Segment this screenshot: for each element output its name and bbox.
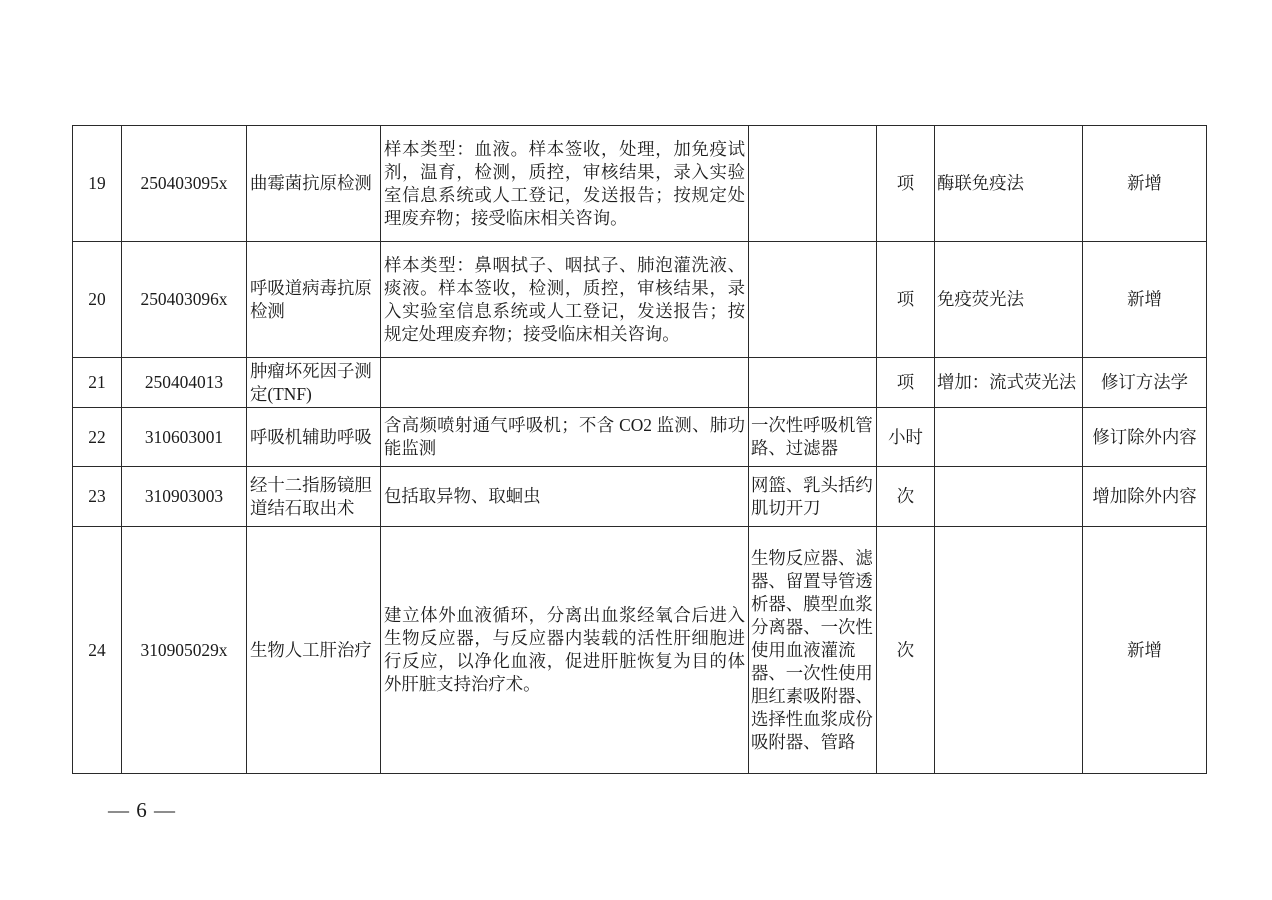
except-content-cell [749,242,877,358]
except-content-cell: 网篮、乳头括约肌切开刀 [749,467,877,527]
item-name-cell: 呼吸机辅助呼吸 [247,408,381,467]
unit-cell: 项 [877,358,935,408]
item-name-cell: 曲霉菌抗原检测 [247,126,381,242]
row-number-cell: 20 [73,242,122,358]
table-row [73,126,1207,242]
unit-cell: 次 [877,467,935,527]
remark-cell: 新增 [1083,527,1207,774]
fee-items-table [72,125,1207,774]
method-cell: 酶联免疫法 [935,126,1083,242]
remark-cell: 新增 [1083,126,1207,242]
item-code-cell: 250404013 [122,358,247,408]
method-cell: 增加：流式荧光法 [935,358,1083,408]
item-code-cell: 310905029x [122,527,247,774]
item-content-cell: 包括取异物、取蛔虫 [381,467,749,527]
item-code-cell: 250403096x [122,242,247,358]
table-row [73,242,1207,358]
item-code-cell: 310903003 [122,467,247,527]
remark-cell: 修订方法学 [1083,358,1207,408]
item-content-cell: 样本类型：鼻咽拭子、咽拭子、肺泡灌洗液、痰液。样本签收，检测，质控，审核结果，录入实验室信息系统或人工登记，发送报告；按规定处理废弃物；接受临床相关咨询。 [381,242,749,358]
except-content-cell [749,126,877,242]
row-number-cell: 21 [73,358,122,408]
row-number-cell: 19 [73,126,122,242]
item-content-cell: 建立体外血液循环，分离出血浆经氧合后进入生物反应器，与反应器内装载的活性肝细胞进行反应，以净化血液，促进肝脏恢复为目的体外肝脏支持治疗术。 [381,527,749,774]
method-cell [935,467,1083,527]
unit-cell: 项 [877,242,935,358]
item-code-cell: 310603001 [122,408,247,467]
row-number-cell: 23 [73,467,122,527]
except-content-cell: 生物反应器、滤器、留置导管透析器、膜型血浆分离器、一次性使用血液灌流器、一次性使用胆红素吸附器、选择性血浆成份吸附器、管路 [749,527,877,774]
unit-cell: 项 [877,126,935,242]
method-cell: 免疫荧光法 [935,242,1083,358]
method-cell [935,408,1083,467]
item-content-cell: 样本类型：血液。样本签收，处理，加免疫试剂，温育，检测，质控，审核结果，录入实验室信息系统或人工登记，发送报告；按规定处理废弃物；接受临床相关咨询。 [381,126,749,242]
method-cell [935,527,1083,774]
item-code-cell: 250403095x [122,126,247,242]
page-number: — 6 — [108,798,176,822]
row-number-cell: 24 [73,527,122,774]
table-row [73,467,1207,527]
item-name-cell: 呼吸道病毒抗原检测 [247,242,381,358]
item-name-cell: 肿瘤坏死因子测定(TNF) [247,358,381,408]
table-row [73,527,1207,774]
remark-cell: 新增 [1083,242,1207,358]
item-name-cell: 经十二指肠镜胆道结石取出术 [247,467,381,527]
remark-cell: 增加除外内容 [1083,467,1207,527]
row-number-cell: 22 [73,408,122,467]
unit-cell: 小时 [877,408,935,467]
remark-cell: 修订除外内容 [1083,408,1207,467]
except-content-cell [749,358,877,408]
item-content-cell: 含高频喷射通气呼吸机；不含 CO2 监测、肺功能监测 [381,408,749,467]
except-content-cell: 一次性呼吸机管路、过滤器 [749,408,877,467]
table-row [73,408,1207,467]
unit-cell: 次 [877,527,935,774]
item-name-cell: 生物人工肝治疗 [247,527,381,774]
table-row [73,358,1207,408]
item-content-cell [381,358,749,408]
